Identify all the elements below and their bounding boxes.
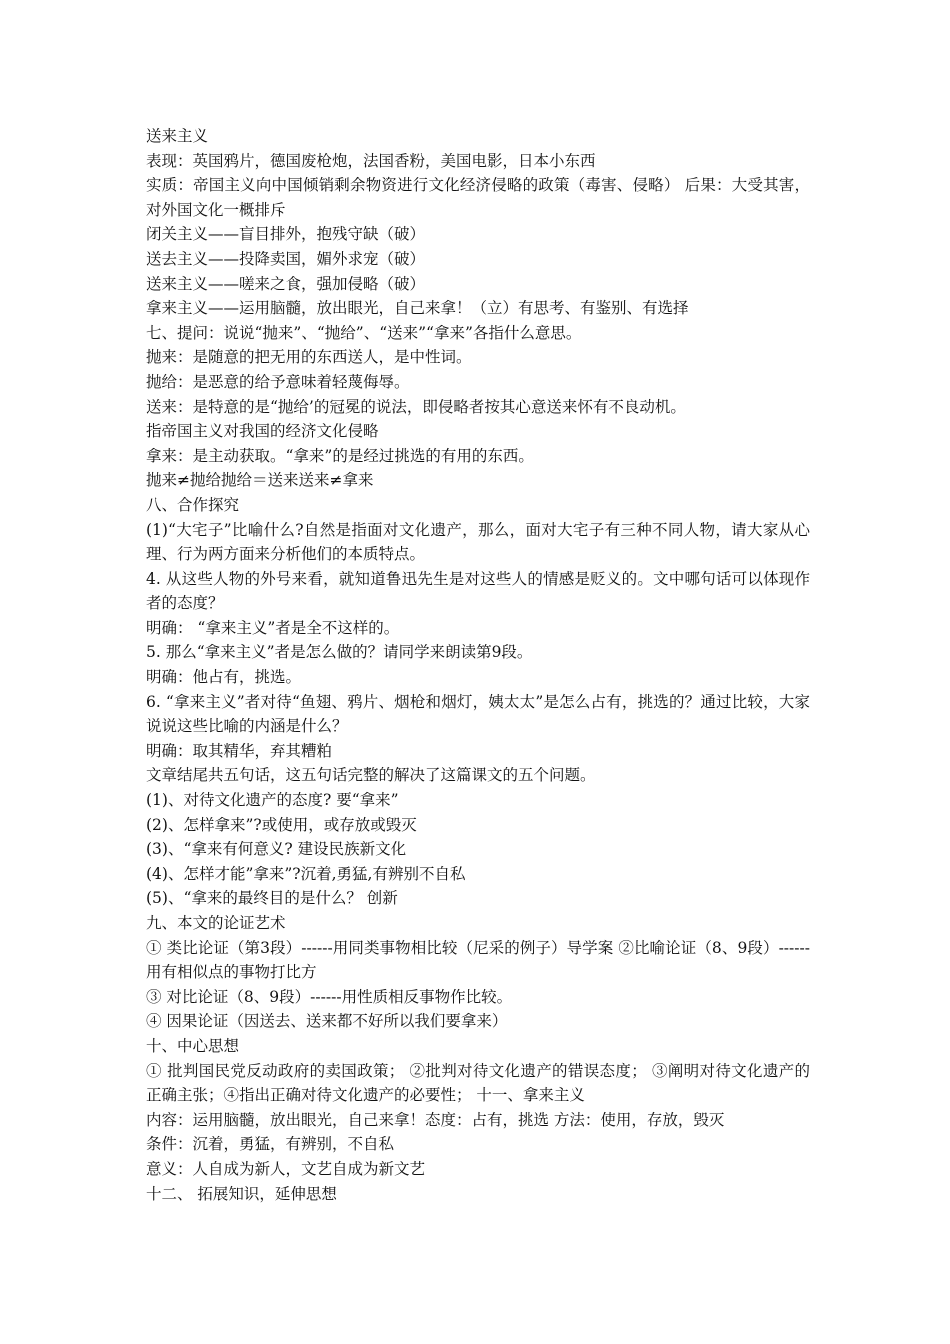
paragraph-answer-4: 明确： “拿来主义”者是全不这样的。: [146, 618, 400, 637]
list-item-1: (1)、对待文化遗产的态度? 要“拿来”: [146, 791, 399, 810]
paragraph-closed-door: 闭关主义——盲目排外，抱残守缺（破）: [146, 225, 426, 244]
list-item-2: (2)、怎样拿来”?或使用，或存放或毁灭: [146, 815, 417, 834]
paragraph-sending-in: 送来主义——嗟来之食，强加侵略（破）: [146, 274, 426, 293]
section-heading-ten: 十、中心思想: [146, 1036, 240, 1055]
section-heading-twelve: 十二、 拓展知识，延伸思想: [146, 1184, 337, 1203]
paragraph-answer-6: 明确：取其精华，弃其糟粕: [146, 741, 333, 760]
paragraph-contrast-argument: ③ 对比论证（8、9段）------用性质相反事物作比较。: [146, 987, 513, 1006]
paragraph-sending-doctrine-heading: 送来主义: [146, 127, 209, 145]
paragraph-grabbism: 拿来主义——运用脑髓，放出眼光，自己来拿！（立）有思考、有鉴别、有选择: [146, 299, 689, 318]
paragraph-answer-5: 明确：他占有，挑选。: [146, 668, 302, 687]
paragraph-question-1: (1)“大宅子”比喻什么?自然是指面对文化遗产，那么，面对大宅子有三种不同人物，请大家从心理、行为两方面来分析他们的本质特点。: [146, 520, 810, 564]
paragraph-meaning: 意义：人自成为新人，文艺自成为新文艺: [146, 1159, 426, 1178]
paragraph-central-idea: ① 批判国民党反动政府的卖国政策； ②批判对待文化遗产的错误态度； ③阐明对待文化遗产的正确主张；④指出正确对待文化遗产的必要性； 十一、拿来主义: [146, 1061, 810, 1105]
list-item-4: (4)、怎样才能”拿来”?沉着,勇猛,有辨别不自私: [146, 864, 466, 883]
paragraph-nalai: 拿来：是主动获取。“拿来”的是经过挑选的有用的东西。: [146, 446, 534, 465]
paragraph-manifestation: 表现：英国鸦片，德国废枪炮，法国香粉，美国电影，日本小东西: [146, 151, 596, 170]
section-heading-nine: 九、本文的论证艺术: [146, 914, 286, 932]
document-body: [146, 124, 810, 1206]
paragraph-sending-away: 送去主义——投降卖国，媚外求宠（破）: [146, 249, 426, 268]
paragraph-songlai: 送来：是特意的是“抛给’的冠冕的说法，即侵略者按其心意送来怀有不良动机。: [146, 397, 686, 416]
paragraph-essence: 实质：帝国主义向中国倾销剩余物资进行文化经济侵略的政策（毒害、侵略） 后果：大受其害，对外国文化一概排斥: [146, 176, 810, 219]
paragraph-comparison: 抛来≠抛给抛给＝送来送来≠拿来: [146, 471, 374, 490]
list-item-5: (5)、“拿来的最终目的是什么？ 创新: [146, 889, 398, 908]
paragraph-analogy-argument: ① 类比论证（第3段）------用同类事物相比较（尼采的例子）导学案 ②比喻论证（8、9段）------用有相似点的事物打比方: [146, 938, 810, 982]
section-heading-eight: 八、合作探究: [146, 495, 240, 514]
section-heading-seven: 七、提问：说说“抛来”、“抛给”、“送来”“拿来”各指什么意思。: [146, 323, 582, 342]
list-item-3: (3)、“拿来有何意义? 建设民族新文化: [146, 840, 407, 859]
paragraph-causal-argument: ④ 因果论证（因送去、送来都不好所以我们要拿来）: [146, 1012, 508, 1031]
paragraph-imperialism: 指帝国主义对我国的经济文化侵略: [146, 422, 379, 441]
paragraph-content: 内容：运用脑髓，放出眼光，自己来拿！态度：占有，挑选 方法：使用，存放，毁灭: [146, 1110, 725, 1129]
paragraph-paolai: 抛来：是随意的把无用的东西送人，是中性词。: [146, 348, 472, 367]
paragraph-question-5: 5. 那么“拿来主义”者是怎么做的？请同学来朗读第9段。: [146, 643, 533, 662]
paragraph-question-4: 4. 从这些人物的外号来看，就知道鲁迅先生是对这些人的情感是贬义的。文中哪句话可以体现作者的态度？: [146, 569, 810, 613]
paragraph-ending-summary: 文章结尾共五句话，这五句话完整的解决了这篇课文的五个问题。: [146, 766, 596, 785]
paragraph-conditions: 条件：沉着，勇猛，有辨别，不自私: [146, 1135, 395, 1154]
paragraph-question-6: 6. “拿来主义”者对待“鱼翅、鸦片、烟枪和烟灯，姨太太”是怎么占有，挑选的？通过比较，大家说说这些比喻的内涵是什么？: [146, 692, 810, 736]
paragraph-paogei: 抛给：是恶意的给予意味着轻蔑侮辱。: [146, 372, 410, 391]
